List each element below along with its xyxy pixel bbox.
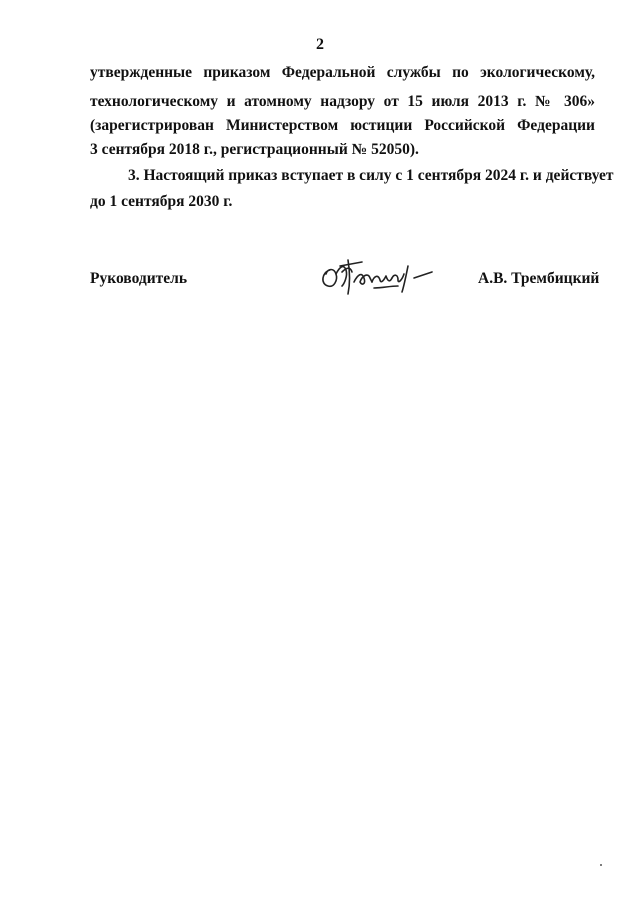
paragraph-2-line-1: 3. Настоящий приказ вступает в силу с 1 сентября 2024 г. и действует xyxy=(128,167,614,184)
scan-speck xyxy=(600,864,602,866)
paragraph-2-line-2: до 1 сентября 2030 г. xyxy=(90,193,233,210)
paragraph-1-line-2: технологическому и атомному надзору от 15 июля 2013 г. № 306» xyxy=(90,93,595,110)
page-number: 2 xyxy=(316,36,324,53)
handwritten-signature xyxy=(318,252,436,300)
paragraph-1-line-4: 3 сентября 2018 г., регистрационный № 52050). xyxy=(90,141,419,158)
signer-title: Руководитель xyxy=(90,270,188,287)
paragraph-1-line-3: (зарегистрирован Министерством юстиции Российской Федерации xyxy=(90,117,595,134)
signer-name: А.В. Трембицкий xyxy=(478,270,600,287)
paragraph-1-line-1: утвержденные приказом Федеральной службы по экологическому, xyxy=(90,64,595,81)
